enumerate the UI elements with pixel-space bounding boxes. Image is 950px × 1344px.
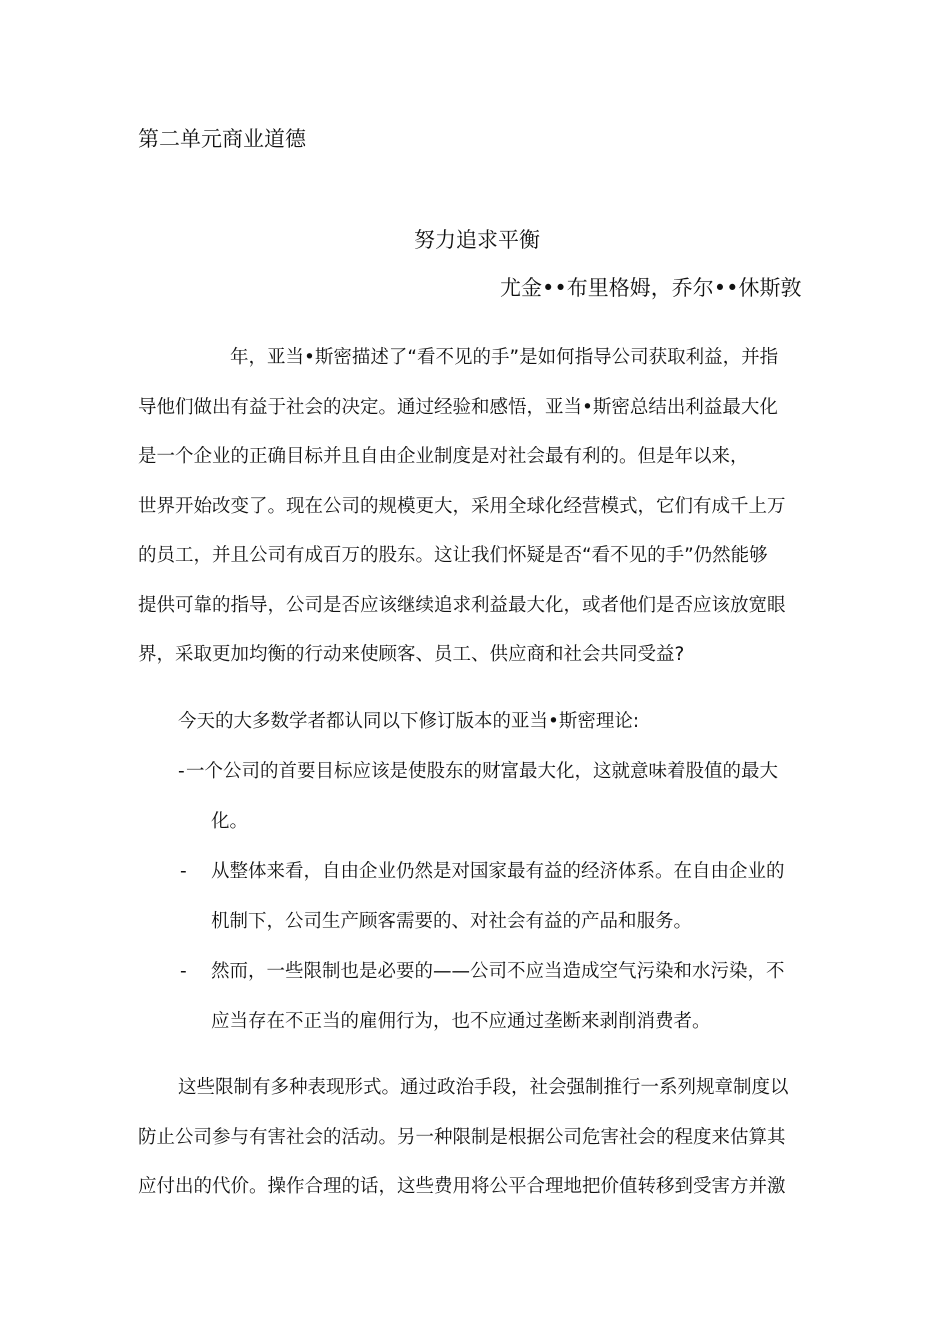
list-item-line: 从整体来看，自由企业仍然是对国家最有益的经济体系。在自由企业的 (211, 861, 785, 882)
paragraph-line: 应付出的代价。操作合理的话，这些费用将公平合理地把价值转移到受害方并激 (138, 1176, 786, 1197)
paragraph-line: 年，亚当•斯密描述了“看不见的手”是如何指导公司获取利益，并指 (230, 347, 779, 368)
article-authors: 尤金••布里格姆，乔尔••休斯敦 (500, 276, 802, 300)
list-item-line: 机制下，公司生产顾客需要的、对社会有益的产品和服务。 (211, 911, 693, 932)
paragraph-line: 是一个企业的正确目标并且自由企业制度是对社会最有利的。但是年以来， (138, 446, 749, 467)
paragraph-2: 今天的大多数学者都认同以下修订版本的亚当•斯密理论: (178, 711, 640, 732)
list-item-dash: - (180, 861, 187, 882)
list-item-dash: - (180, 961, 187, 982)
list-item-line: 应当存在不正当的雇佣行为，也不应通过垄断来剥削消费者。 (211, 1011, 711, 1032)
paragraph-line: 这些限制有多种表现形式。通过政治手段，社会强制推行一系列规章制度以 (178, 1077, 789, 1098)
paragraph-line: 导他们做出有益于社会的决定。通过经验和感悟，亚当•斯密总结出利益最大化 (138, 397, 778, 418)
paragraph-line: 世界开始改变了。现在公司的规模更大，采用全球化经营模式，它们有成千上万 (138, 496, 786, 517)
paragraph-line: 的员工，并且公司有成百万的股东。这让我们怀疑是否“看不见的手”仍然能够 (138, 545, 768, 566)
unit-title: 第二单元商业道德 (138, 127, 306, 151)
list-item-line: 一个公司的首要目标应该是使股东的财富最大化，这就意味着股值的最大 (186, 761, 779, 782)
article-title: 努力追求平衡 (414, 228, 540, 252)
list-item-line: 化。 (211, 811, 249, 832)
paragraph-line: 界，采取更加均衡的行动来使顾客、员工、供应商和社会共同受益? (138, 644, 685, 665)
list-item-line: 然而，一些限制也是必要的——公司不应当造成空气污染和水污染，不 (211, 961, 785, 982)
paragraph-line: 防止公司参与有害社会的活动。另一种限制是根据公司危害社会的程度来估算其 (138, 1127, 786, 1148)
paragraph-line: 提供可靠的指导，公司是否应该继续追求利益最大化，或者他们是否应该放宽眼 (138, 595, 786, 616)
list-item-dash: - (178, 761, 185, 782)
